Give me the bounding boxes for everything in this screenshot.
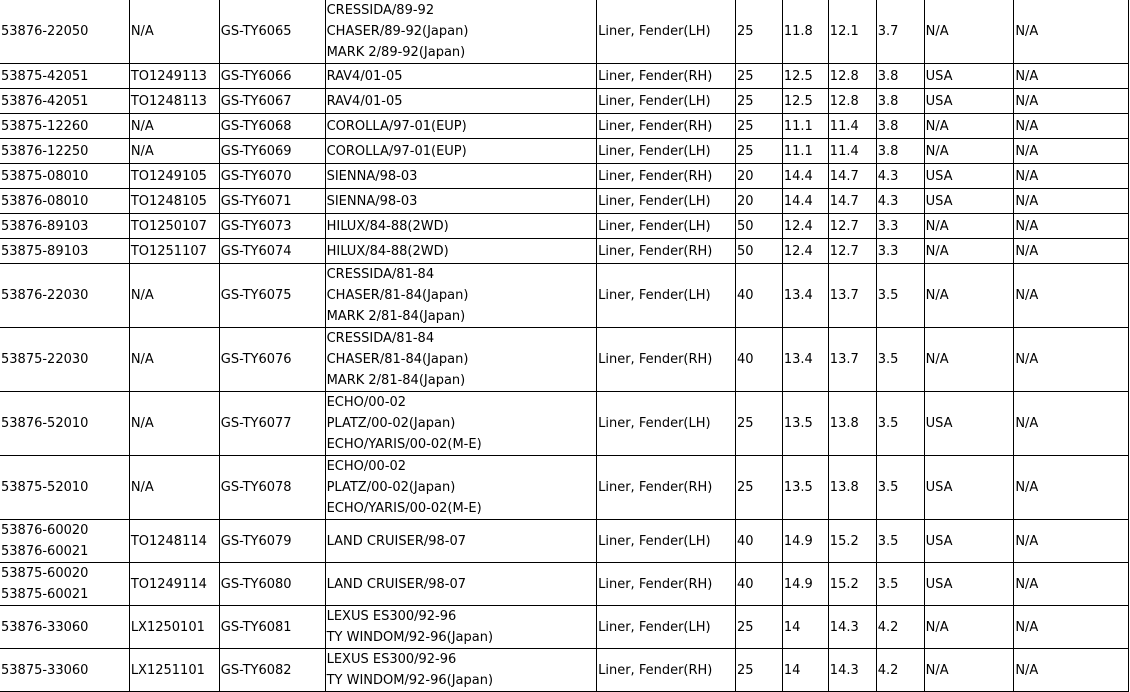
description-cell: Liner, Fender(LH) (597, 520, 736, 563)
value3-cell: 3.8 (876, 139, 924, 164)
quantity-cell: 25 (736, 392, 783, 456)
part-number: 53875-60021 (1, 587, 89, 602)
value3-cell: 3.8 (876, 64, 924, 89)
models-cell (325, 328, 597, 392)
extra-cell: N/A (1014, 392, 1129, 456)
part-number-cell (0, 64, 129, 89)
part-number-cell (0, 239, 129, 264)
model-line: CHASER/81-84(Japan) (326, 352, 469, 367)
models-cell (325, 189, 597, 214)
part-number-cell (0, 89, 129, 114)
description-cell: Liner, Fender(LH) (597, 89, 736, 114)
models-cell (325, 164, 597, 189)
quantity-cell: 40 (736, 520, 783, 563)
origin-cell: N/A (924, 239, 1014, 264)
value2-cell: 14.7 (828, 164, 876, 189)
part-number: 53876-89103 (1, 218, 89, 234)
models-cell (325, 239, 597, 264)
origin-cell: USA (924, 89, 1014, 114)
value3-cell: 3.7 (876, 0, 924, 64)
model-line: MARK 2/81-84(Japan) (326, 373, 466, 388)
models-cell (325, 214, 597, 239)
description-cell: Liner, Fender(LH) (597, 189, 736, 214)
table-row (0, 114, 1129, 139)
origin-cell: USA (924, 456, 1014, 520)
quantity-cell: 50 (736, 239, 783, 264)
model-line: HILUX/84-88(2WD) (326, 218, 449, 234)
gs-code-cell: GS-TY6070 (219, 164, 325, 189)
table-row (0, 164, 1129, 189)
value2-cell: 11.4 (828, 139, 876, 164)
model-line: MARK 2/89-92(Japan) (326, 45, 466, 60)
origin-cell: N/A (924, 0, 1014, 64)
extra-cell: N/A (1014, 114, 1129, 139)
value2-cell: 14.3 (828, 649, 876, 692)
model-line: LEXUS ES300/92-96 (326, 652, 457, 667)
origin-cell: USA (924, 189, 1014, 214)
model-line: LAND CRUISER/98-07 (326, 533, 467, 549)
table-row (0, 239, 1129, 264)
value2-cell: 12.1 (828, 0, 876, 64)
description-cell: Liner, Fender(LH) (597, 264, 736, 328)
value3-cell: 3.5 (876, 520, 924, 563)
part-number: 53876-42051 (1, 93, 89, 109)
part-number: 53876-22050 (1, 24, 89, 39)
value2-cell: 14.7 (828, 189, 876, 214)
origin-cell: N/A (924, 264, 1014, 328)
description-cell: Liner, Fender(LH) (597, 214, 736, 239)
ref-cell: TO1250107 (129, 214, 219, 239)
quantity-cell: 25 (736, 114, 783, 139)
ref-cell: N/A (129, 0, 219, 64)
value3-cell: 3.3 (876, 239, 924, 264)
gs-code-cell: GS-TY6068 (219, 114, 325, 139)
part-number: 53875-12260 (1, 118, 89, 134)
gs-code-cell: GS-TY6077 (219, 392, 325, 456)
models-cell (325, 606, 597, 649)
model-line: ECHO/YARIS/00-02(M-E) (326, 501, 482, 516)
part-number: 53875-08010 (1, 168, 89, 184)
part-number-cell (0, 264, 129, 328)
ref-cell: N/A (129, 392, 219, 456)
value1-cell: 12.5 (782, 64, 828, 89)
part-number: 53875-42051 (1, 68, 89, 84)
gs-code-cell: GS-TY6079 (219, 520, 325, 563)
ref-cell: LX1250101 (129, 606, 219, 649)
origin-cell: N/A (924, 606, 1014, 649)
models-cell (325, 89, 597, 114)
extra-cell: N/A (1014, 214, 1129, 239)
origin-cell: USA (924, 520, 1014, 563)
part-number: 53875-33060 (1, 662, 89, 678)
ref-cell: LX1251101 (129, 649, 219, 692)
model-line: MARK 2/81-84(Japan) (326, 309, 466, 324)
ref-cell: N/A (129, 456, 219, 520)
model-line: TY WINDOM/92-96(Japan) (326, 673, 494, 688)
table-row (0, 139, 1129, 164)
model-line: ECHO/YARIS/00-02(M-E) (326, 437, 482, 452)
value1-cell: 14.9 (782, 563, 828, 606)
description-cell: Liner, Fender(LH) (597, 0, 736, 64)
description-cell: Liner, Fender(RH) (597, 239, 736, 264)
value1-cell: 12.4 (782, 239, 828, 264)
models-cell (325, 264, 597, 328)
description-cell: Liner, Fender(RH) (597, 563, 736, 606)
gs-code-cell: GS-TY6081 (219, 606, 325, 649)
part-number-cell (0, 114, 129, 139)
value1-cell: 13.4 (782, 328, 828, 392)
quantity-cell: 20 (736, 164, 783, 189)
extra-cell: N/A (1014, 189, 1129, 214)
ref-cell: N/A (129, 264, 219, 328)
origin-cell: USA (924, 64, 1014, 89)
part-number-cell (0, 164, 129, 189)
gs-code-cell: GS-TY6071 (219, 189, 325, 214)
description-cell: Liner, Fender(RH) (597, 64, 736, 89)
models-cell (325, 649, 597, 692)
gs-code-cell: GS-TY6074 (219, 239, 325, 264)
value1-cell: 12.5 (782, 89, 828, 114)
quantity-cell: 40 (736, 563, 783, 606)
table-row (0, 64, 1129, 89)
model-line: ECHO/00-02 (326, 459, 407, 474)
value1-cell: 13.4 (782, 264, 828, 328)
part-number-cell (0, 563, 129, 606)
origin-cell: N/A (924, 328, 1014, 392)
extra-cell: N/A (1014, 520, 1129, 563)
extra-cell: N/A (1014, 606, 1129, 649)
models-cell (325, 456, 597, 520)
model-line: COROLLA/97-01(EUP) (326, 118, 467, 134)
models-cell (325, 139, 597, 164)
value2-cell: 11.4 (828, 114, 876, 139)
model-line: TY WINDOM/92-96(Japan) (326, 630, 494, 645)
models-cell (325, 563, 597, 606)
extra-cell: N/A (1014, 264, 1129, 328)
value2-cell: 15.2 (828, 520, 876, 563)
part-number-cell (0, 649, 129, 692)
part-number: 53876-22030 (1, 288, 89, 303)
origin-cell: N/A (924, 649, 1014, 692)
part-number-cell (0, 606, 129, 649)
table-row (0, 0, 1129, 64)
value3-cell: 3.5 (876, 392, 924, 456)
description-cell: Liner, Fender(LH) (597, 606, 736, 649)
model-line: RAV4/01-05 (326, 93, 403, 109)
origin-cell: N/A (924, 214, 1014, 239)
value2-cell: 14.3 (828, 606, 876, 649)
extra-cell: N/A (1014, 456, 1129, 520)
part-number: 53876-60020 (1, 523, 89, 538)
quantity-cell: 25 (736, 139, 783, 164)
models-cell (325, 520, 597, 563)
models-cell (325, 64, 597, 89)
quantity-cell: 40 (736, 328, 783, 392)
part-number-cell (0, 456, 129, 520)
value1-cell: 14.9 (782, 520, 828, 563)
value1-cell: 11.1 (782, 139, 828, 164)
part-number: 53876-52010 (1, 416, 89, 431)
value2-cell: 13.8 (828, 392, 876, 456)
value1-cell: 11.8 (782, 0, 828, 64)
model-line: COROLLA/97-01(EUP) (326, 143, 467, 159)
part-number: 53876-12250 (1, 143, 89, 159)
value3-cell: 3.8 (876, 89, 924, 114)
quantity-cell: 20 (736, 189, 783, 214)
table-row (0, 392, 1129, 456)
model-line: CRESSIDA/81-84 (326, 331, 435, 346)
value1-cell: 11.1 (782, 114, 828, 139)
extra-cell: N/A (1014, 328, 1129, 392)
value1-cell: 12.4 (782, 214, 828, 239)
value3-cell: 4.3 (876, 164, 924, 189)
quantity-cell: 40 (736, 264, 783, 328)
extra-cell: N/A (1014, 649, 1129, 692)
ref-cell: TO1251107 (129, 239, 219, 264)
gs-code-cell: GS-TY6069 (219, 139, 325, 164)
gs-code-cell: GS-TY6080 (219, 563, 325, 606)
quantity-cell: 25 (736, 649, 783, 692)
value1-cell: 13.5 (782, 456, 828, 520)
ref-cell: N/A (129, 114, 219, 139)
value3-cell: 3.8 (876, 114, 924, 139)
value2-cell: 13.7 (828, 328, 876, 392)
value3-cell: 3.5 (876, 456, 924, 520)
model-line: CRESSIDA/89-92 (326, 3, 435, 18)
ref-cell: N/A (129, 139, 219, 164)
model-line: SIENNA/98-03 (326, 193, 418, 209)
part-number: 53875-52010 (1, 480, 89, 495)
ref-cell: TO1248113 (129, 89, 219, 114)
table-row (0, 264, 1129, 328)
extra-cell: N/A (1014, 89, 1129, 114)
table-row (0, 189, 1129, 214)
ref-cell: TO1249114 (129, 563, 219, 606)
model-line: SIENNA/98-03 (326, 168, 418, 184)
extra-cell: N/A (1014, 164, 1129, 189)
value2-cell: 12.8 (828, 64, 876, 89)
part-number: 53876-33060 (1, 619, 89, 635)
value1-cell: 13.5 (782, 392, 828, 456)
description-cell: Liner, Fender(RH) (597, 164, 736, 189)
origin-cell: N/A (924, 114, 1014, 139)
quantity-cell: 25 (736, 606, 783, 649)
extra-cell: N/A (1014, 139, 1129, 164)
value3-cell: 4.2 (876, 606, 924, 649)
gs-code-cell: GS-TY6067 (219, 89, 325, 114)
part-number-cell (0, 214, 129, 239)
description-cell: Liner, Fender(LH) (597, 139, 736, 164)
part-number-cell (0, 0, 129, 64)
part-number-cell (0, 392, 129, 456)
table-row (0, 89, 1129, 114)
origin-cell: USA (924, 392, 1014, 456)
quantity-cell: 25 (736, 456, 783, 520)
part-number: 53875-22030 (1, 352, 89, 367)
part-number-cell (0, 139, 129, 164)
model-line: LAND CRUISER/98-07 (326, 576, 467, 592)
model-line: PLATZ/00-02(Japan) (326, 416, 456, 431)
model-line: LEXUS ES300/92-96 (326, 609, 457, 624)
part-number-cell (0, 328, 129, 392)
part-number: 53876-08010 (1, 193, 89, 209)
gs-code-cell: GS-TY6066 (219, 64, 325, 89)
part-number: 53875-60020 (1, 566, 89, 581)
description-cell: Liner, Fender(RH) (597, 649, 736, 692)
value2-cell: 12.8 (828, 89, 876, 114)
part-number: 53876-60021 (1, 544, 89, 559)
ref-cell: TO1248105 (129, 189, 219, 214)
origin-cell: USA (924, 563, 1014, 606)
value3-cell: 3.5 (876, 563, 924, 606)
table-row (0, 520, 1129, 563)
table-row (0, 563, 1129, 606)
ref-cell: TO1248114 (129, 520, 219, 563)
ref-cell: TO1249113 (129, 64, 219, 89)
part-number: 53875-89103 (1, 243, 89, 259)
extra-cell: N/A (1014, 64, 1129, 89)
part-number-cell (0, 520, 129, 563)
models-cell (325, 0, 597, 64)
gs-code-cell: GS-TY6065 (219, 0, 325, 64)
model-line: HILUX/84-88(2WD) (326, 243, 449, 259)
table-row (0, 328, 1129, 392)
model-line: RAV4/01-05 (326, 68, 403, 84)
value1-cell: 14 (782, 606, 828, 649)
extra-cell: N/A (1014, 239, 1129, 264)
quantity-cell: 50 (736, 214, 783, 239)
value3-cell: 3.5 (876, 264, 924, 328)
description-cell: Liner, Fender(RH) (597, 328, 736, 392)
value2-cell: 12.7 (828, 214, 876, 239)
quantity-cell: 25 (736, 64, 783, 89)
gs-code-cell: GS-TY6075 (219, 264, 325, 328)
value3-cell: 4.3 (876, 189, 924, 214)
value2-cell: 13.8 (828, 456, 876, 520)
gs-code-cell: GS-TY6073 (219, 214, 325, 239)
table-row (0, 649, 1129, 692)
value1-cell: 14.4 (782, 189, 828, 214)
models-cell (325, 392, 597, 456)
extra-cell: N/A (1014, 563, 1129, 606)
value2-cell: 12.7 (828, 239, 876, 264)
origin-cell: USA (924, 164, 1014, 189)
gs-code-cell: GS-TY6078 (219, 456, 325, 520)
extra-cell: N/A (1014, 0, 1129, 64)
ref-cell: TO1249105 (129, 164, 219, 189)
model-line: CHASER/81-84(Japan) (326, 288, 469, 303)
description-cell: Liner, Fender(RH) (597, 456, 736, 520)
models-cell (325, 114, 597, 139)
table-row (0, 214, 1129, 239)
value3-cell: 3.5 (876, 328, 924, 392)
quantity-cell: 25 (736, 89, 783, 114)
model-line: CRESSIDA/81-84 (326, 267, 435, 282)
table-row (0, 456, 1129, 520)
value1-cell: 14.4 (782, 164, 828, 189)
gs-code-cell: GS-TY6076 (219, 328, 325, 392)
model-line: CHASER/89-92(Japan) (326, 24, 469, 39)
value3-cell: 4.2 (876, 649, 924, 692)
model-line: PLATZ/00-02(Japan) (326, 480, 456, 495)
gs-code-cell: GS-TY6082 (219, 649, 325, 692)
table-row (0, 606, 1129, 649)
ref-cell: N/A (129, 328, 219, 392)
quantity-cell: 25 (736, 0, 783, 64)
value3-cell: 3.3 (876, 214, 924, 239)
part-number-cell (0, 189, 129, 214)
value2-cell: 15.2 (828, 563, 876, 606)
model-line: ECHO/00-02 (326, 395, 407, 410)
value1-cell: 14 (782, 649, 828, 692)
description-cell: Liner, Fender(LH) (597, 392, 736, 456)
value2-cell: 13.7 (828, 264, 876, 328)
description-cell: Liner, Fender(RH) (597, 114, 736, 139)
origin-cell: N/A (924, 139, 1014, 164)
